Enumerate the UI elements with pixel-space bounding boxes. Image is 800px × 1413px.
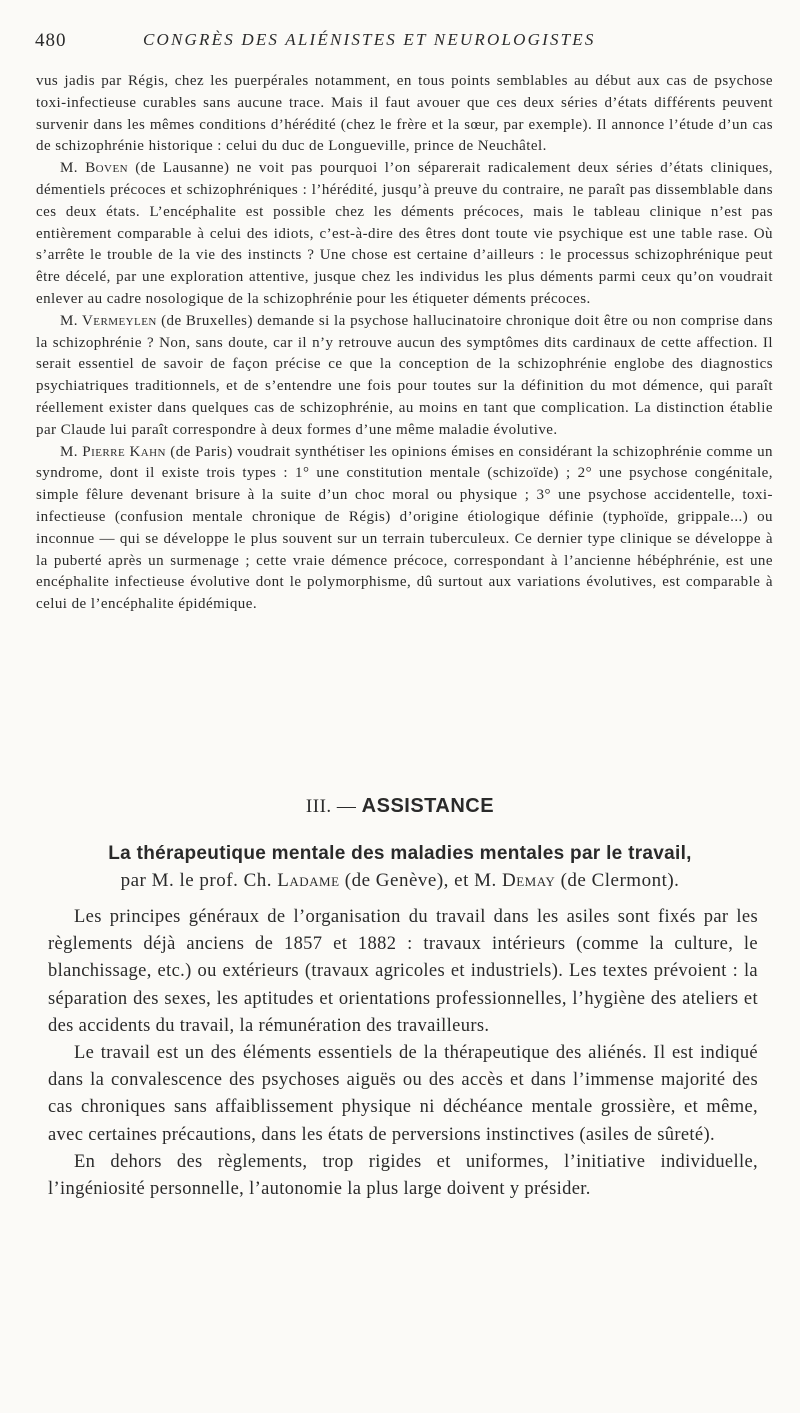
article-paragraph: En dehors des règlements, trop rigides et uniformes, l’initiative individuelle, l’ingéniosité personnelle, l’autonomie la plus large doivent y présider.	[48, 1151, 758, 1200]
article-paragraph: Les principes généraux de l’organisation du travail dans les asiles sont fixés par les règlements déjà anciens de 1857 et 1882 : travaux intérieurs (comme la culture, le blanchissage, etc.) ou extérieurs (travaux agricoles et industriels). Les textes prévoient : la séparation des sexes, les aptitudes et orientations professionnelles, l’hygiène des ateliers et des accidents du travail, la rémunération des travailleurs.	[48, 907, 758, 1036]
speaker-remarks: (de Bruxelles) demande si la psychose hallucinatoire chronique doit être ou non comprise dans la schizophrénie ? Non, sans doute, car il n’y retrouve aucun des symptômes dits cardinaux de cette affection. Il serait essentiel de savoir de façon précise ce que la conception de la schizophrénie englobe des diagnostics psychiatriques traditionnels, et de s’entendre une fois pour toutes sur la définition du mot démence, qui paraît réellement exister dans quelques cas de schizophrénie, au moins en tant que complication. La distinction établie par Claude lui paraît correspondre à deux formes d’une même maladie évolutive.	[36, 312, 773, 438]
running-header	[35, 30, 765, 54]
speaker-name: M. Vermeylen	[60, 312, 157, 329]
discussion-paragraph	[36, 158, 773, 311]
speaker-name: M. Boven	[60, 160, 129, 177]
discussion-paragraph	[36, 311, 773, 442]
byline-part: (de Clermont).	[555, 870, 680, 891]
speaker-remarks: (de Lausanne) ne voit pas pourquoi l’on séparerait radicalement deux séries d’états cliniques, démentiels précoces et schizophréniques : l’hérédité, jusqu’à preuve du contraire, ne paraît pas dissemblable dans ces deux états. L’encéphalite est possible chez les déments précoces, mais le tableau clinique n’est pas entièrement comparable à celui des idiots, c’est-à-dire des êtres dont toute vie psychique est une table rase. Où s’arrête le trouble de la vie des instincts ? Une chose est certaine d’ailleurs : le processus schizophrénique peut être décelé, par une exploration attentive, jusque chez les individus les plus déments parmi ceux qu’on voudrait enlever au cadre nosologique de la schizophrénie pour les étiqueter déments précoces.	[36, 160, 773, 307]
article-body	[48, 904, 758, 1203]
section-title: ASSISTANCE	[361, 795, 495, 817]
speaker-remarks: (de Paris) voudrait synthétiser les opinions émises en considérant la schizophrénie comme un syndrome, dont il existe trois types : 1° une constitution mentale (schizoïde) ; 2° une psychose congénitale, simple fêlure devenant brisure à la suite d’un choc moral ou physique ; 3° une psychose accidentelle, toxi-infectieuse (confusion mentale chronique de Régis) d’origine étiologique définie (typhoïde, grippale...) ou inconnue — qui se développe le plus souvent sur un terrain tuberculeux. Ce dernier type clinique se développe à la puberté après un surmenage ; cette vraie démence précoce, correspondant à l’ancienne hébéphrénie, est une encéphalite infectieuse évolutive dont le polymorphisme, dû surtout aux variations évolutives, est comparable à celui de l’encéphalite épidémique.	[36, 443, 773, 613]
author-name: Ladame	[277, 870, 340, 891]
page-number: 480	[35, 30, 67, 51]
section-heading	[0, 795, 800, 818]
byline-part: par M. le prof. Ch.	[120, 870, 278, 891]
author-name: Demay	[502, 870, 556, 891]
speaker-name: M. Pierre Kahn	[60, 443, 166, 460]
article-byline	[0, 870, 800, 892]
article-paragraph: Le travail est un des éléments essentiels de la thérapeutique des aliénés. Il est indiqué dans la convalescence des psychoses aiguës ou des accès et dans l’immense majorité des cas chroniques sans affaiblissement physique ni déchéance mentale grossière, et même, avec certaines précautions, dans les états de perversions instinctives (asiles de sûreté).	[48, 1043, 758, 1145]
byline-part: (de Genève), et M.	[339, 870, 503, 891]
discussion-paragraph	[36, 442, 773, 616]
discussion-paragraph: vus jadis par Régis, chez les puerpérales notamment, en tous points semblables au début aux cas de psychose toxi-infectieuse curables sans aucune trace. Mais il faut avouer que ces deux séries d’états différents peuvent survenir dans les mêmes conditions d’hérédité (chez le frère et la sœur, par exemple). Il annonce l’étude d’un cas de schizophrénie historique : celui du duc de Longueville, prince de Neuchâtel.	[36, 73, 773, 155]
discussion-text	[36, 71, 773, 616]
section-number: III. —	[305, 796, 362, 817]
running-title: CONGRÈS DES ALIÉNISTES ET NEUROLOGISTES	[143, 30, 596, 49]
article-title: La thérapeutique mentale des maladies mentales par le travail,	[108, 843, 692, 864]
